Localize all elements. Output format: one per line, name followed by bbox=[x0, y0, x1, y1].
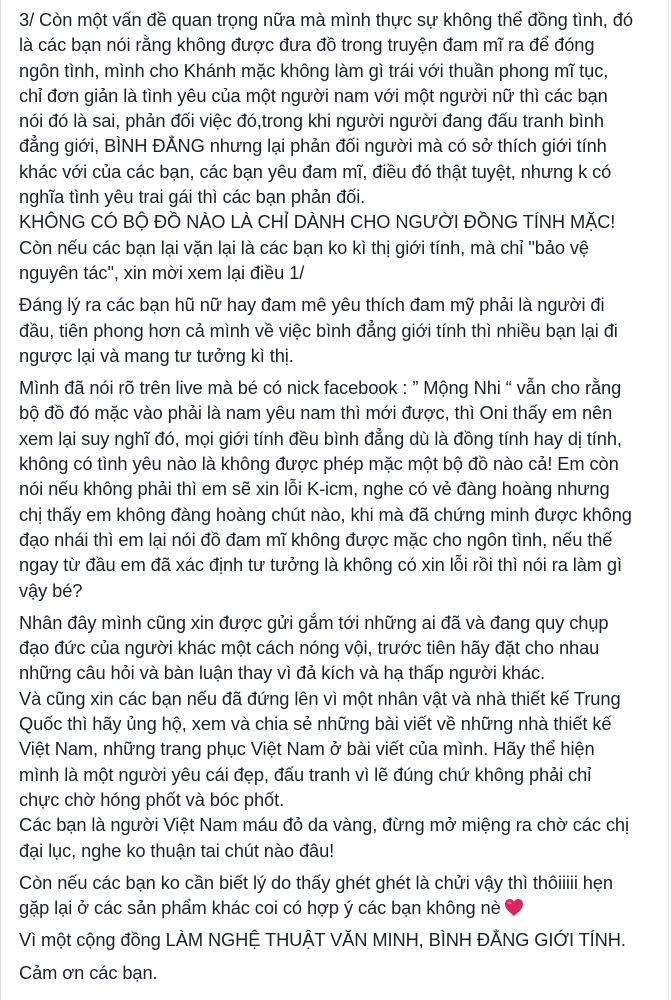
post-text-line bbox=[19, 318, 669, 343]
post-text-line bbox=[19, 895, 669, 920]
post-paragraph bbox=[19, 610, 669, 863]
post-text: ngay từ đầu em đã xác định tư tưởng là không có xin lỗi rồi thì nói ra làm gì bbox=[19, 554, 622, 576]
post-text: khác với của các bạn, các bạn yêu đam mĩ, điều đó thật tuyệt, nhưng k có bbox=[19, 160, 612, 182]
post-text-line bbox=[19, 552, 669, 577]
post-text: đạo nhái thì em lại nói đồ đam mĩ không được mặc cho ngôn tình, nếu thế bbox=[19, 528, 613, 550]
post-text: vậy bé? bbox=[19, 579, 83, 601]
post-text-line bbox=[19, 686, 669, 711]
heart-icon bbox=[504, 898, 524, 917]
post-text: là các bạn nói rằng không được đưa đồ trong truyện đam mĩ ra để đóng bbox=[19, 34, 595, 56]
post-text-line bbox=[19, 83, 669, 108]
post-text: 3/ Còn một vấn đề quan trọng nữa mà mình thực sự không thể đồng tình, đó bbox=[19, 9, 633, 30]
post-text-line bbox=[19, 184, 669, 209]
post-text-line bbox=[19, 502, 669, 527]
post-text: đầu, tiên phong hơn cả mình về việc bình đẳng giới tính thì nhiều bạn lại đi bbox=[19, 319, 618, 341]
post-text-line bbox=[19, 812, 669, 837]
post-text-line bbox=[19, 736, 669, 761]
post-text-line bbox=[19, 343, 669, 368]
post-text: Còn nếu các bạn lại vặn lại là các bạn ko kì thị giới tính, mà chỉ "bảo vệ bbox=[19, 236, 589, 258]
post-text: mình là một người yêu cái đẹp, đấu tranh vì lẽ đúng chứ không phải chỉ bbox=[19, 763, 592, 785]
post-text-line bbox=[19, 260, 669, 285]
post-text: đạo đức của người khác một cách nóng vội, trước tiên hãy đặt cho nhau bbox=[19, 637, 600, 659]
post-paragraph bbox=[19, 292, 669, 368]
post-text: chỉ đơn giản là tình yêu của một người nam với một người nữ thì các bạn bbox=[19, 84, 608, 106]
post-text: nghĩa tình yêu trai gái thì các bạn phản đối. bbox=[19, 186, 366, 208]
post-text: không có tình yêu nào là không được phép mặc một bộ đồ nào cả! Em còn bbox=[19, 453, 619, 475]
post-text: những câu hỏi và bàn luận thay vì đả kích và hạ thấp người khác. bbox=[19, 662, 546, 684]
post-text: ngôn tình, mình cho Khánh mặc không làm gì trái với thuần phong mĩ tục, bbox=[19, 59, 609, 81]
post-text-line bbox=[19, 927, 669, 952]
post-text: Vì một cộng đồng LÀM NGHỆ THUẬT VĂN MINH, BÌNH ĐẲNG GIỚI TÍNH. bbox=[19, 929, 626, 951]
post-text-line bbox=[19, 32, 669, 57]
post-text: Việt Nam, những trang phục Việt Nam ở bài viết của mình. Hãy thể hiện bbox=[19, 738, 595, 760]
post-text: xem lại suy nghĩ đó, mọi giới tính đều bình đẳng dù là đồng tính hay dị tính, bbox=[19, 427, 622, 449]
post-text-line bbox=[19, 58, 669, 83]
post-text: chị thấy em không đàng hoàng chút nào, khi mà đã chứng minh được không bbox=[19, 503, 632, 525]
post-text-line bbox=[19, 787, 669, 812]
post-text-line bbox=[19, 159, 669, 184]
post-paragraph bbox=[19, 375, 669, 603]
post-text: bộ đồ đó mặc vào phải là nam yêu nam thì mới được, thì Oni thấy em nên bbox=[19, 402, 613, 424]
post-body bbox=[19, 7, 669, 992]
post-text-line bbox=[19, 960, 669, 985]
post-text-line bbox=[19, 578, 669, 603]
post-text: Quốc thì hãy ủng hộ, xem và chia sẻ những bài viết về những nhà thiết kế bbox=[19, 713, 612, 735]
post-text-line bbox=[19, 870, 669, 895]
post-text-line bbox=[19, 375, 669, 400]
post-text: nói đó là sai, phản đối việc đó,trong khi người người đang đấu tranh bình bbox=[19, 110, 604, 132]
post-text-line bbox=[19, 133, 669, 158]
post-text: Các bạn là người Việt Nam máu đỏ da vàng, đừng mở miệng ra chờ các chị bbox=[19, 814, 629, 836]
post-text: nguyên tác", xin mời xem lại điều 1/ bbox=[19, 261, 305, 283]
post-paragraph bbox=[19, 870, 669, 921]
post-text-line bbox=[19, 235, 669, 260]
post-text-line bbox=[19, 108, 669, 133]
post-text: nói nếu không phải thì em sẽ xin lỗi K-icm, nghe có vẻ đàng hoàng nhưng bbox=[19, 478, 610, 500]
post-text: Đáng lý ra các bạn hũ nữ hay đam mê yêu thích đam mỹ phải là người đi bbox=[19, 294, 605, 316]
post-text-line bbox=[19, 400, 669, 425]
post-text: chực chờ hóng phốt và bóc phốt. bbox=[19, 788, 285, 810]
post-text: Và cũng xin các bạn nếu đã đứng lên vì một nhân vật và nhà thiết kế Trung bbox=[19, 687, 621, 709]
post-text-line bbox=[19, 838, 669, 863]
post-text: KHÔNG CÓ BỘ ĐỒ NÀO LÀ CHỈ DÀNH CHO NGƯỜI ĐỒNG TÍNH MẶC! bbox=[19, 211, 616, 233]
post-text-line bbox=[19, 711, 669, 736]
post-text: Còn nếu các bạn ko cần biết lý do thấy ghét ghét là chửi vậy thì thôiiiii hẹn bbox=[19, 871, 613, 893]
post-text-line bbox=[19, 451, 669, 476]
post-text-line bbox=[19, 209, 669, 234]
post-text: Nhân đây mình cũng xin được gửi gắm tới những ai đã và đang quy chụp bbox=[19, 611, 609, 633]
post-text-line bbox=[19, 7, 669, 32]
post-text-line bbox=[19, 610, 669, 635]
post-text-line bbox=[19, 292, 669, 317]
post-text-line bbox=[19, 476, 669, 501]
post-text: ngược lại và mang tư tưởng kì thị. bbox=[19, 344, 294, 366]
post-text-line bbox=[19, 426, 669, 451]
post-text: Mình đã nói rõ trên live mà bé có nick facebook : ” Mộng Nhi “ vẫn cho rằng bbox=[19, 377, 622, 399]
post-text-line bbox=[19, 635, 669, 660]
post-text-line bbox=[19, 527, 669, 552]
post-text: Cảm ơn các bạn. bbox=[19, 961, 158, 983]
post-paragraph bbox=[19, 927, 669, 952]
post-text: gặp lại ở các sản phẩm khác coi có hợp ý các bạn không nè bbox=[19, 897, 501, 919]
post-text: đẳng giới, BÌNH ĐẲNG nhưng lại phản đối người mà có sở thích giới tính bbox=[19, 135, 607, 157]
post-text-line bbox=[19, 660, 669, 685]
post-text-line bbox=[19, 762, 669, 787]
post-paragraph bbox=[19, 7, 669, 285]
post-text: đại lục, nghe ko thuận tai chút nào đâu! bbox=[19, 839, 335, 861]
post-paragraph bbox=[19, 960, 669, 985]
